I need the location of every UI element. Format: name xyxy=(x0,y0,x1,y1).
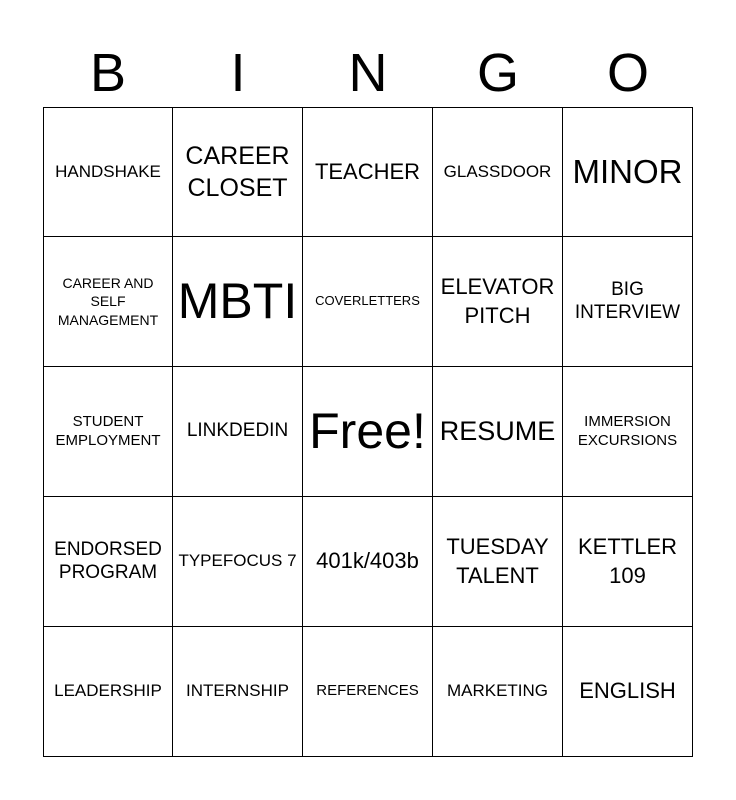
bingo-cell[interactable] xyxy=(563,367,693,497)
cell-label: ELEVATOR PITCH xyxy=(440,273,555,328)
cell-label: ENGLISH xyxy=(579,678,676,704)
header-letter-o: O xyxy=(606,43,649,103)
cell-label: KETTLER 109 xyxy=(577,533,678,588)
bingo-card xyxy=(43,107,693,757)
cell-label: LEADERSHIP xyxy=(54,681,162,701)
bingo-cell[interactable] xyxy=(173,627,303,757)
bingo-cell[interactable] xyxy=(433,497,563,627)
cell-label: LINKDEDIN xyxy=(186,420,289,442)
cell-label: STUDENT EMPLOYMENT xyxy=(55,412,161,449)
bingo-cell[interactable] xyxy=(303,107,433,237)
bingo-header xyxy=(43,40,693,106)
cell-label: TEACHER xyxy=(314,158,421,184)
cell-label: BIG INTERVIEW xyxy=(574,278,681,323)
cell-label: GLASSDOOR xyxy=(443,161,552,181)
cell-label: REFERENCES xyxy=(316,682,419,700)
cell-label: TUESDAY TALENT xyxy=(446,533,549,588)
cell-label: RESUME xyxy=(439,415,556,446)
cell-label: 401k/403b xyxy=(316,548,419,574)
bingo-cell[interactable] xyxy=(563,497,693,627)
cell-label: HANDSHAKE xyxy=(55,161,161,181)
free-space[interactable] xyxy=(303,367,433,497)
cell-label: COVERLETTERS xyxy=(315,293,420,309)
header-letter-b: B xyxy=(89,43,127,103)
header-letter-i: I xyxy=(230,43,246,103)
bingo-cell[interactable] xyxy=(43,367,173,497)
bingo-cell[interactable] xyxy=(303,497,433,627)
cell-label: MARKETING xyxy=(446,681,549,701)
cell-label: INTERNSHIP xyxy=(186,681,289,701)
cell-label: MBTI xyxy=(177,272,298,329)
cell-label: TYPEFOCUS 7 xyxy=(178,551,297,571)
cell-label: MINOR xyxy=(572,153,683,191)
bingo-cell[interactable] xyxy=(43,107,173,237)
bingo-cell[interactable] xyxy=(433,237,563,367)
cell-label: Free! xyxy=(309,402,426,459)
bingo-cell[interactable] xyxy=(563,107,693,237)
bingo-cell[interactable] xyxy=(433,367,563,497)
bingo-cell[interactable] xyxy=(173,497,303,627)
bingo-cell[interactable] xyxy=(173,107,303,237)
bingo-cell[interactable] xyxy=(433,107,563,237)
bingo-cell[interactable] xyxy=(563,627,693,757)
cell-label: CAREER CLOSET xyxy=(185,142,290,202)
bingo-cell[interactable] xyxy=(43,627,173,757)
cell-label: IMMERSION EXCURSIONS xyxy=(577,412,678,449)
cell-label: CAREER AND SELF MANAGEMENT xyxy=(57,275,159,328)
bingo-cell[interactable] xyxy=(173,237,303,367)
bingo-cell[interactable] xyxy=(173,367,303,497)
cell-label: ENDORSED PROGRAM xyxy=(54,538,162,583)
header-letter-g: G xyxy=(476,43,519,103)
bingo-cell[interactable] xyxy=(303,627,433,757)
header-letter-n: N xyxy=(348,43,388,103)
bingo-cell[interactable] xyxy=(43,497,173,627)
bingo-cell[interactable] xyxy=(563,237,693,367)
bingo-cell[interactable] xyxy=(303,237,433,367)
bingo-cell[interactable] xyxy=(433,627,563,757)
bingo-cell[interactable] xyxy=(43,237,173,367)
